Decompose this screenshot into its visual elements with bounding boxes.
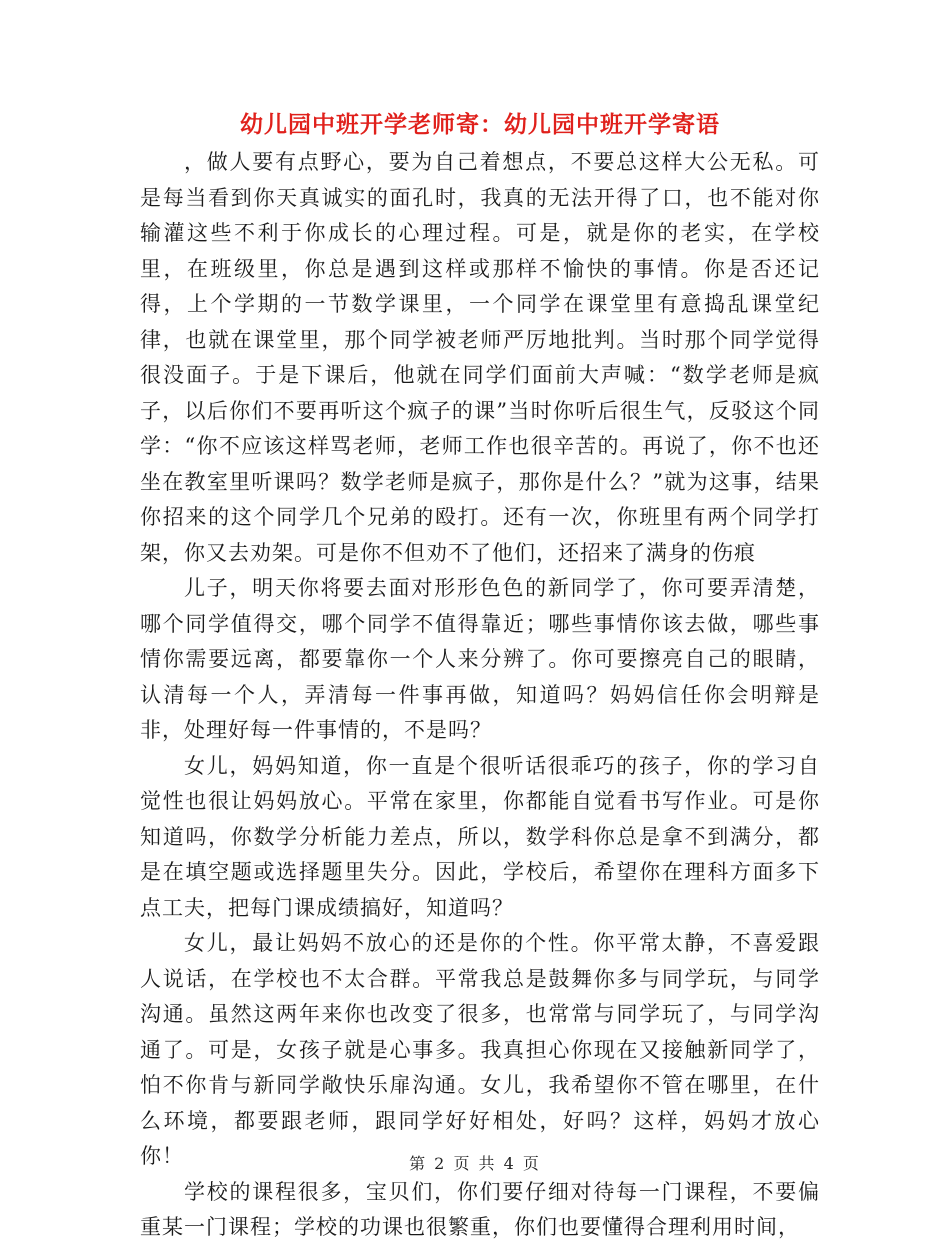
paragraph-4: 女儿，最让妈妈不放心的还是你的个性。你平常太静，不喜爱跟人说话，在学校也不太合群。平常我总是鼓舞你多与同学玩，与同学沟通。虽然这两年来你也改变了很多，也常常与同学玩了，与同学沟通了。可是，女孩子就是心事多。我真担心你现在又接触新同学了，怕不你肯与新同学敞快乐扉沟通。女儿，我希望你不管在哪里，在什么环境，都要跟老师，跟同学好好相处，好吗？这样，妈妈才放心你！ xyxy=(140,931,820,1168)
document-body xyxy=(140,145,820,1246)
paragraph-5: 学校的课程很多，宝贝们，你们要仔细对待每一门课程，不要偏重某一门课程；学校的功课也很繁重，你们也要懂得合理利用时间， xyxy=(140,1179,820,1239)
paragraph-2: 儿子，明天你将要去面对形形色色的新同学了，你可要弄清楚，哪个同学值得交，哪个同学不值得靠近；哪些事情你该去做，哪些事情你需要远离，都要靠你一个人来分辨了。你可要擦亮自己的眼睛，认清每一个人，弄清每一件事再做，知道吗？妈妈信任你会明辩是非，处理好每一件事情的，不是吗？ xyxy=(140,576,820,742)
paragraph-1: ，做人要有点野心，要为自己着想点，不要总这样大公无私。可是每当看到你天真诚实的面孔时，我真的无法开得了口，也不能对你输灌这些不利于你成长的心理过程。可是，就是你的老实，在学校里，在班级里，你总是遇到这样或那样不愉快的事情。你是否还记得，上个学期的一节数学课里，一个同学在课堂里有意捣乱课堂纪律，也就在课堂里，那个同学被老师严厉地批判。当时那个同学觉得很没面子。于是下课后，他就在同学们面前大声喊：“数学老师是疯子，以后你们不要再听这个疯子的课”当时你听后很生气，反驳这个同学：“你不应该这样骂老师，老师工作也很辛苦的。再说了，你不也还坐在教室里听课吗？数学老师是疯子，那你是什么？”就为这事，结果你招来的这个同学几个兄弟的殴打。还有一次，你班里有两个同学打架，你又去劝架。可是你不但劝不了他们，还招来了满身的伤痕 xyxy=(140,150,820,565)
document-title: 幼儿园中班开学老师寄：幼儿园中班开学寄语 xyxy=(240,111,720,138)
page-number-footer: 第 2 页 共 4 页 xyxy=(409,1154,541,1173)
paragraph-3: 女儿，妈妈知道，你一直是个很听话很乖巧的孩子，你的学习自觉性也很让妈妈放心。平常在家里，你都能自觉看书写作业。可是你知道吗，你数学分析能力差点，所以，数学科你总是拿不到满分，都是在填空题或选择题里失分。因此，学校后，希望你在理科方面多下点工夫，把每门课成绩搞好，知道吗？ xyxy=(140,753,820,920)
